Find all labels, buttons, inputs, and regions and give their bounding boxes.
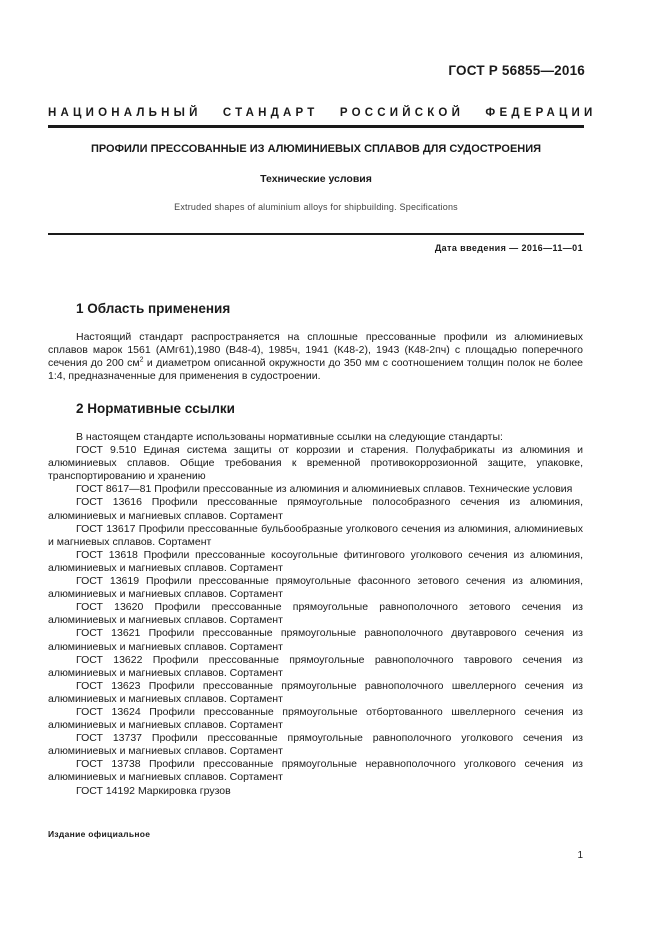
reference-item: ГОСТ 13618 Профили прессованные косоугольные фитингового уголкового сечения из алюминия, алюминиевых и магниевых сплавов. Сортамент — [48, 548, 583, 574]
reference-item: ГОСТ 13624 Профили прессованные прямоугольные отбортованного швеллерного сечения из алюминиевых и магниевых сплавов. Сортамент — [48, 705, 583, 732]
section-1-text — [48, 331, 583, 383]
title-rule — [48, 233, 584, 235]
introduction-date: Дата введения — 2016—11—01 — [434, 243, 583, 253]
section-1-text-a: Настоящий стандарт распространяется на сплошные прессованные профили из алюминиевых сплавов марок 1561 (АМг61),1980 (В48-4), 1985ч, 1941 (К48-2), 1943 (К48-2пч) с площадью поперечного сечения до 200 см — [48, 331, 583, 370]
reference-item: ГОСТ 13738 Профили прессованные прямоугольные неравнополочного уголкового сечения из алюминиевых и магниевых сплавов. Сортамент — [48, 758, 583, 784]
official-edition-note: Издание официальное — [48, 829, 151, 839]
reference-item: ГОСТ 13622 Профили прессованные прямоугольные равнополочного таврового сечения из алюминиевых и магниевых сплавов. Сортамент — [48, 653, 583, 679]
reference-item: ГОСТ 13737 Профили прессованные прямоугольные равнополочного уголкового сечения из алюминиевых и магниевых сплавов. Сортамент — [48, 732, 583, 758]
document-title: ПРОФИЛИ ПРЕССОВАННЫЕ ИЗ АЛЮМИНИЕВЫХ СПЛАВОВ ДЛЯ СУДОСТРОЕНИЯ — [90, 143, 542, 155]
section-1-heading: 1 Область применения — [76, 301, 231, 316]
reference-item: ГОСТ 13623 Профили прессованные прямоугольные равнополочного швеллерного сечения из алюминиевых и магниевых сплавов. Сортамент — [48, 679, 583, 705]
section-1-text-b: и диаметром описанной окружности до 350 мм с соотношением толщин полок не более 1:4, предназначенные для применения в судостроении. — [48, 357, 584, 383]
section-1-superscript: 2 — [139, 356, 144, 364]
reference-item: ГОСТ 13619 Профили прессованные прямоугольные фасонного зетового сечения из алюминия, алюминиевых и магниевых сплавов. Сортамент — [48, 575, 583, 601]
section-2-heading: 2 Нормативные ссылки — [76, 401, 235, 416]
reference-item: ГОСТ 14192 Маркировка грузов — [76, 784, 231, 797]
document-subtitle: Технические условия — [260, 173, 372, 185]
reference-item: ГОСТ 13616 Профили прессованные прямоугольные полособразного сечения из алюминия, алюминиевых и магниевых сплавов. Сортамент — [48, 496, 583, 522]
national-standard-banner: НАЦИОНАЛЬНЫЙ СТАНДАРТ РОССИЙСКОЙ ФЕДЕРАЦИИ — [48, 107, 597, 119]
reference-item: В настоящем стандарте использованы нормативные ссылки на следующие стандарты: — [76, 431, 503, 443]
header-rule — [48, 125, 584, 128]
reference-item: ГОСТ 8617—81 Профили прессованные из алюминия и алюминиевых сплавов. Технические условия — [76, 483, 573, 496]
english-title: Extruded shapes of aluminium alloys for shipbuilding. Specifications — [174, 202, 458, 212]
page-number: 1 — [577, 850, 583, 861]
reference-item: ГОСТ 13621 Профили прессованные прямоугольные равнополочного двутаврового сечения из алюминиевых и магниевых сплавов. Сортамент — [48, 627, 583, 653]
reference-item: ГОСТ 13617 Профили прессованные бульбообразные уголкового сечения из алюминия, алюминиевых и магниевых сплавов. Сортамент — [48, 522, 583, 548]
reference-item: ГОСТ 13620 Профили прессованные прямоугольные равнополочного зетового сечения из алюминиевых и магниевых сплавов. Сортамент — [48, 601, 583, 627]
normative-references-list — [48, 431, 583, 798]
standard-code: ГОСТ Р 56855—2016 — [448, 63, 585, 78]
reference-item: ГОСТ 9.510 Единая система защиты от коррозии и старения. Полуфабрикаты из алюминия и алюминиевых сплавов. Общие требования к временной противокоррозионной защите, упаковке, транспортированию и хранению — [48, 444, 583, 483]
